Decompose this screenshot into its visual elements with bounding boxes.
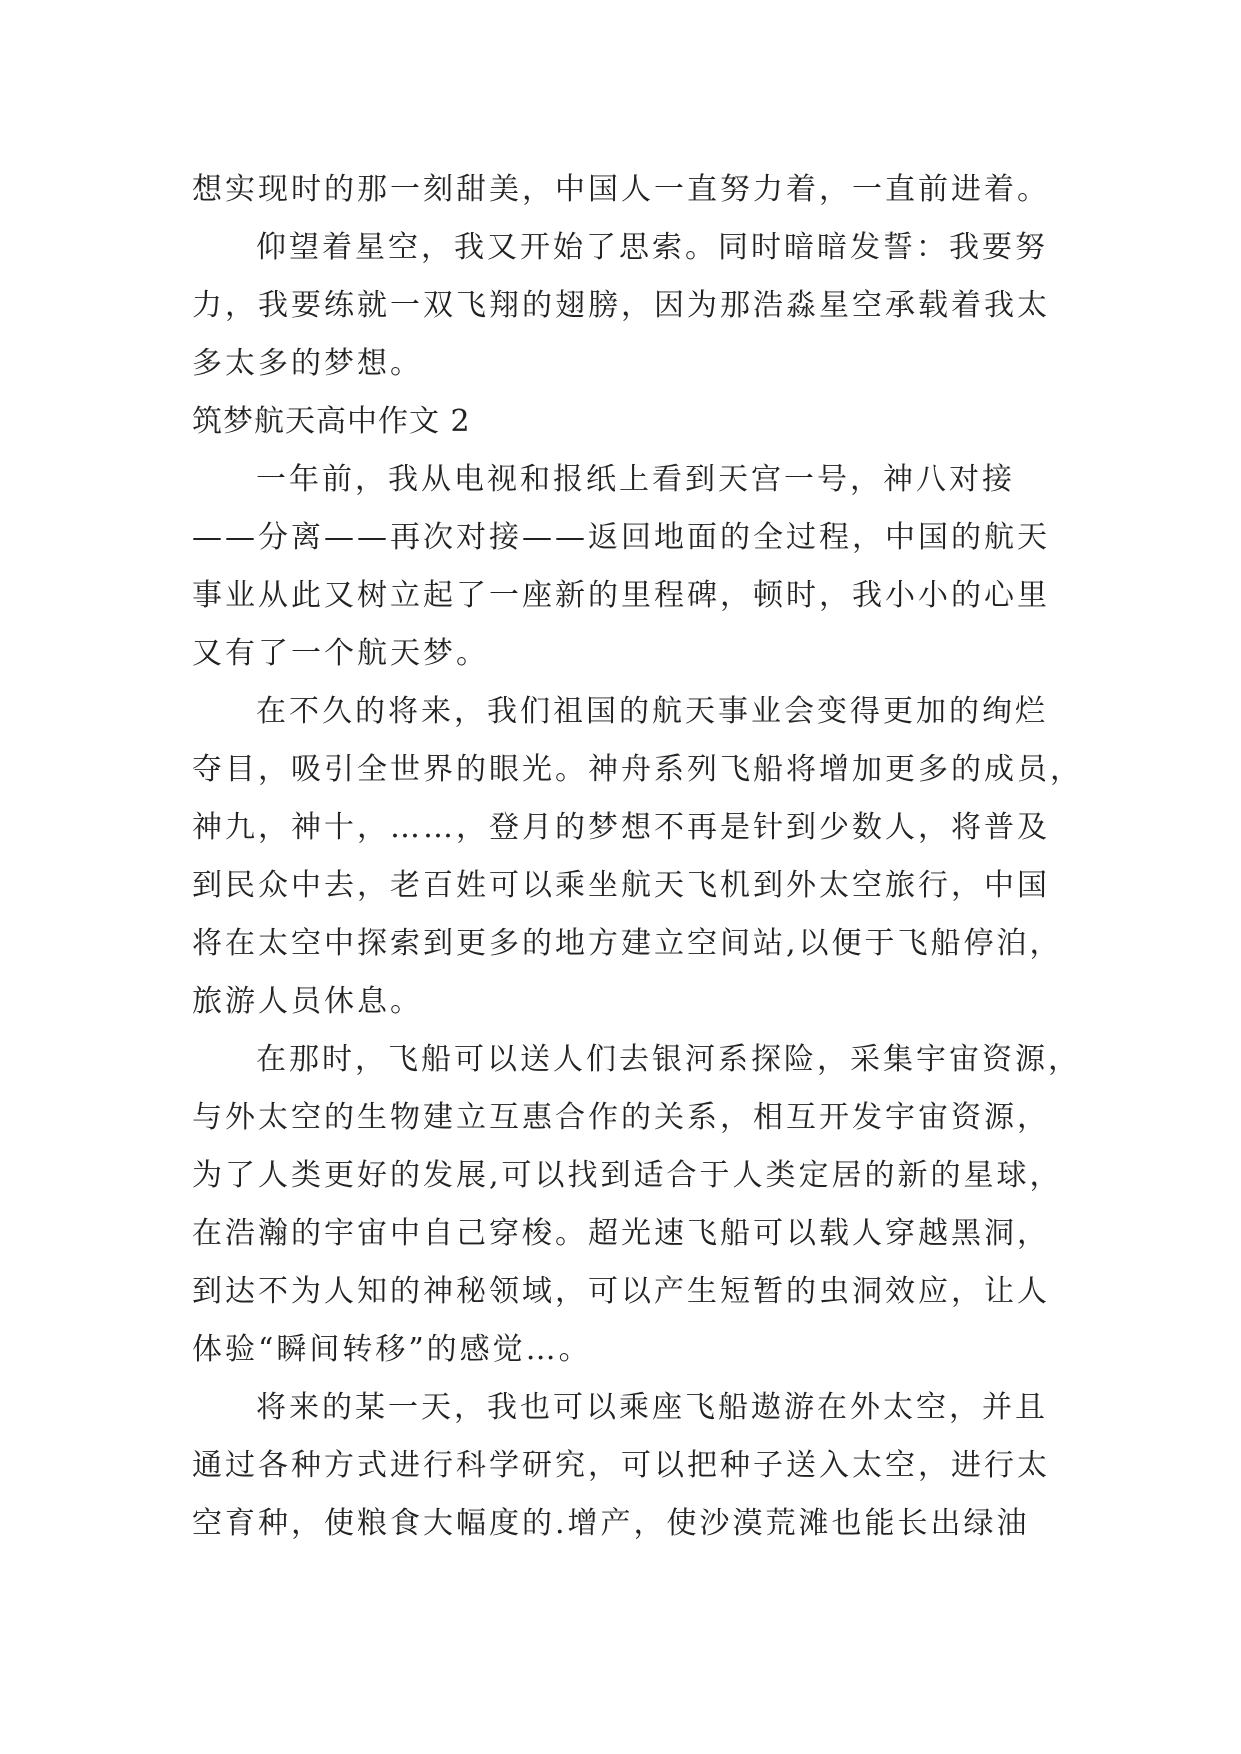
text-line: 通过各种方式进行科学研究，可以把种子送入太空，进行太 xyxy=(192,1448,1050,1483)
text-line: 旅游人员休息。 xyxy=(192,984,423,1019)
text-line: 想实现时的那一刻甜美，中国人一直努力着，一直前进着。 xyxy=(192,172,1050,207)
text-line: 在那时，飞船可以送人们去银河系探险，采集宇宙资源， xyxy=(256,1042,1081,1077)
text-line: 多太多的梦想。 xyxy=(192,346,423,381)
text-line: 到民众中去，老百姓可以乘坐航天飞机到外太空旅行，中国 xyxy=(192,868,1050,903)
text-line: 到达不为人知的神秘领域，可以产生短暂的虫洞效应，让人 xyxy=(192,1274,1050,1309)
text-line: 将来的某一天，我也可以乘座飞船遨游在外太空，并且 xyxy=(256,1390,1048,1425)
text-line: 仰望着星空，我又开始了思索。同时暗暗发誓：我要努 xyxy=(256,230,1048,265)
text-line: 为了人类更好的发展,可以找到适合于人类定居的新的星球， xyxy=(192,1158,1063,1193)
text-line: 与外太空的生物建立互惠合作的关系，相互开发宇宙资源， xyxy=(192,1100,1050,1135)
text-line: 夺目，吸引全世界的眼光。神舟系列飞船将增加更多的成员， xyxy=(192,752,1083,787)
text-line: ——分离——再次对接——返回地面的全过程，中国的航天 xyxy=(192,520,1050,555)
text-line: 力，我要练就一双飞翔的翅膀，因为那浩淼星空承载着我太 xyxy=(192,288,1050,323)
text-line: 空育种，使粮食大幅度的.增产，使沙漠荒滩也能长出绿油 xyxy=(192,1506,1030,1541)
essay-body xyxy=(192,161,1083,1553)
section-heading: 筑梦航天高中作文 2 xyxy=(192,404,471,439)
text-line: 又有了一个航天梦。 xyxy=(192,636,489,671)
text-line: 在浩瀚的宇宙中自己穿梭。超光速飞船可以载人穿越黑洞， xyxy=(192,1216,1050,1251)
text-line: 将在太空中探索到更多的地方建立空间站,以便于飞船停泊， xyxy=(192,926,1063,961)
text-line: 事业从此又树立起了一座新的里程碑，顿时，我小小的心里 xyxy=(192,578,1050,613)
text-line: 一年前，我从电视和报纸上看到天宫一号，神八对接 xyxy=(256,462,1015,497)
text-line: 神九，神十，……，登月的梦想不再是针到少数人，将普及 xyxy=(192,810,1050,845)
text-line: 体验“瞬间转移”的感觉…。 xyxy=(192,1332,592,1367)
text-line: 在不久的将来，我们祖国的航天事业会变得更加的绚烂 xyxy=(256,694,1048,729)
